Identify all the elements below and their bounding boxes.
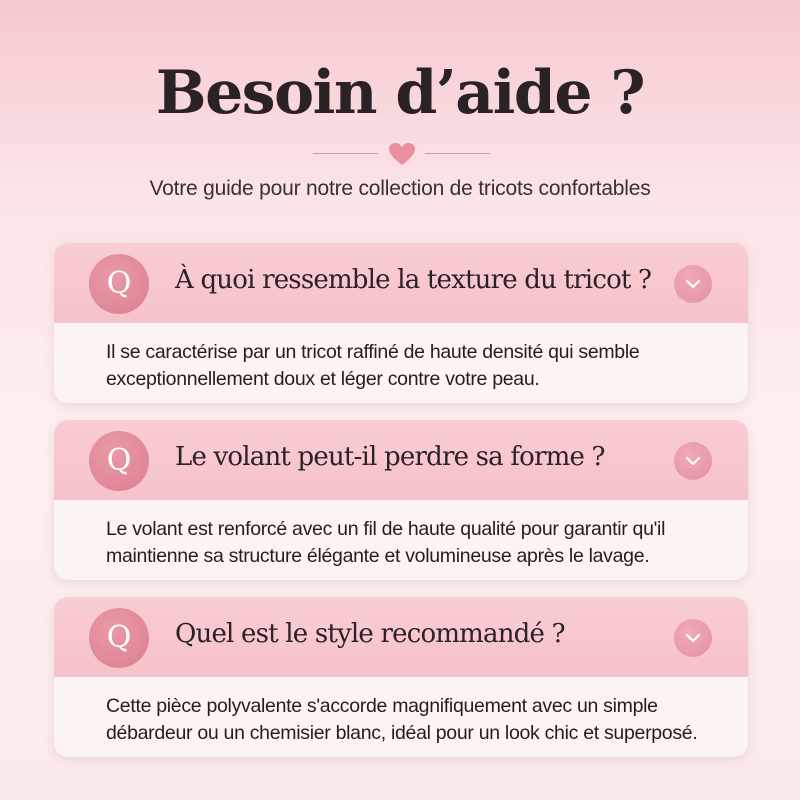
page-title: Besoin d’aide ? (155, 58, 645, 128)
question-badge: Q (89, 431, 149, 491)
faq-question-bar[interactable] (54, 243, 748, 323)
title-divider (0, 140, 800, 166)
faq-header (0, 0, 800, 230)
faq-question: À quoi ressemble la texture du tricot ? (175, 265, 652, 295)
page-subtitle: Votre guide pour notre collection de tricots confortables (149, 177, 651, 200)
faq-card[interactable] (54, 243, 748, 403)
heart-icon (388, 142, 416, 166)
faq-question: Quel est le style recommandé ? (175, 619, 565, 649)
faq-answer: Il se caractérise par un tricot raffiné de haute densité qui semble exceptionnellement doux et léger contre votre peau. (106, 341, 640, 390)
divider-line-right (425, 153, 490, 154)
faq-answer: Cette pièce polyvalente s'accorde magnifiquement avec un simple débardeur ou un chemisier blanc, idéal pour un look chic et superposé. (106, 695, 698, 744)
faq-question-bar[interactable] (54, 597, 748, 677)
faq-card[interactable] (54, 420, 748, 580)
chevron-down-icon[interactable] (674, 265, 712, 303)
question-badge: Q (89, 608, 149, 668)
faq-question-bar[interactable] (54, 420, 748, 500)
faq-question: Le volant peut-il perdre sa forme ? (175, 442, 605, 472)
question-badge: Q (89, 254, 149, 314)
chevron-down-icon[interactable] (674, 442, 712, 480)
chevron-down-icon[interactable] (674, 619, 712, 657)
divider-line-left (313, 153, 378, 154)
faq-answer: Le volant est renforcé avec un fil de haute qualité pour garantir qu'il maintienne sa structure élégante et volumineuse après le lavage. (106, 518, 666, 567)
faq-card[interactable] (54, 597, 748, 757)
